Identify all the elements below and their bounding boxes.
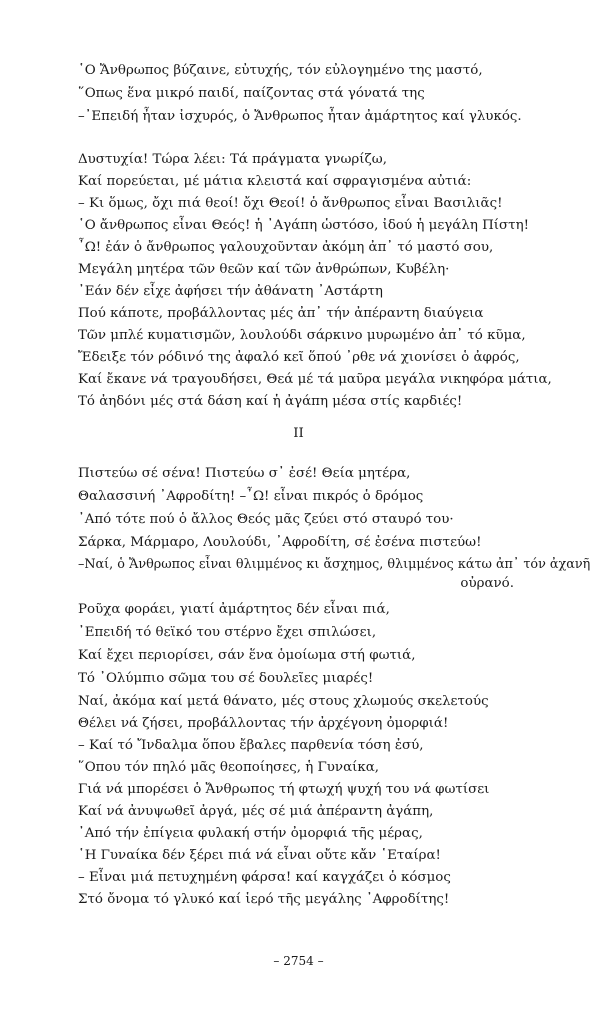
verse-line: Καί ἔχει περιορίσει, σάν ἕνα ὁμοίωμα στή φωτιά, xyxy=(78,648,416,663)
verse-line: ᾿Επειδή τό θεϊκό του στέρνο ἔχει σπιλώσει, xyxy=(78,625,377,640)
verse-line: ᾿Από τήν ἐπίγεια φυλακή στήν ὀμορφιά τῆς μέρας, xyxy=(78,826,423,841)
verse-line: ῾Ο ἄνθρωπος εἶναι Θεός! ἡ ᾿Αγάπη ὡστόσο, ἰδού ἡ μεγάλη Πίστη! xyxy=(78,218,529,233)
verse-line: Τό ἀηδόνι μές στά δάση καί ἡ ἀγάπη μέσα στίς καρδιές! xyxy=(78,394,463,409)
verse-line: Στό ὄνομα τό γλυκό καί ἱερό τῆς μεγάλης ᾿Αφροδίτης! xyxy=(78,892,450,907)
verse-line: Θέλει νά ζήσει, προβάλλοντας τήν ἀρχέγονη ὀμορφιά! xyxy=(78,716,449,731)
verse-line: –Ναί, ὁ Ἄνθρωπος εἶναι θλιμμένος κι ἄσχημος, θλιμμένος κάτω ἀπ᾿ τόν ἀχανῆ xyxy=(78,557,591,572)
verse-line: Πού κάποτε, προβάλλοντας μές ἀπ᾿ τήν ἀπέραντη διαύγεια xyxy=(78,306,484,321)
verse-line: Ἔδειξε τόν ρόδινό της ἀφαλό κεῖ ὅπού ᾿ρθε νά χιονίσει ὁ ἀφρός, xyxy=(78,350,520,365)
verse-line: – Εἶναι μιά πετυχημένη φάρσα! καί καγχάζει ὁ κόσμος xyxy=(78,870,451,885)
verse-line: ᾿Από τότε πού ὁ ἄλλος Θεός μᾶς ζεύει στό σταυρό του· xyxy=(78,512,454,527)
verse-line: Πιστεύω σέ σένα! Πιστεύω σ᾿ ἐσέ! Θεία μητέρα, xyxy=(78,466,411,481)
verse-line: Καί πορεύεται, μέ μάτια κλειστά καί σφραγισμένα αὐτιά: xyxy=(78,174,472,189)
verse-line: ῞Οπως ἕνα μικρό παιδί, παίζοντας στά γόνατά της xyxy=(78,86,425,101)
verse-line-wrap: οὐρανό. xyxy=(460,576,514,591)
verse-line: Καί νά ἀνυψωθεῖ ἀργά, μές σέ μιά ἀπέραντη ἀγάπη, xyxy=(78,804,434,819)
verse-line: ῏Ω! ἐάν ὁ ἄνθρωπος γαλουχοῦνταν ἀκόμη ἀπ᾿ τό μαστό σου, xyxy=(78,240,494,255)
page-number: – 2754 – xyxy=(273,954,324,968)
verse-line: –᾿Επειδή ἦταν ἰσχυρός, ὁ Ἄνθρωπος ἦταν ἀμάρτητος καί γλυκός. xyxy=(78,109,522,124)
verse-line: Σάρκα, Μάρμαρο, Λουλούδι, ᾿Αφροδίτη, σέ ἐσένα πιστεύω! xyxy=(78,535,482,550)
verse-line: ῾Η Γυναίκα δέν ξέρει πιά νά εἶναι οὔτε κἄν ῾Εταίρα! xyxy=(78,848,441,863)
verse-line: Τῶν μπλέ κυματισμῶν, λουλούδι σάρκινο μυρωμένο ἀπ᾿ τό κῦμα, xyxy=(78,328,526,343)
verse-line: ᾿Εάν δέν εἶχε ἀφήσει τήν ἀθάνατη ᾿Αστάρτη xyxy=(78,284,383,299)
verse-line: Θαλασσινή ᾿Αφροδίτη! –῏Ω! εἶναι πικρός ὁ δρόμος xyxy=(78,489,424,504)
verse-line: – Κι ὅμως, ὄχι πιά θεοί! ὄχι Θεοί! ὁ ἄνθρωπος εἶναι Βασιλιᾶς! xyxy=(78,196,503,211)
verse-line: Ναί, ἀκόμα καί μετά θάνατο, μές στους χλωμούς σκελετούς xyxy=(78,694,489,709)
verse-line: Καί ἔκανε νά τραγουδήσει, Θεά μέ τά μαῦρα μεγάλα νικηφόρα μάτια, xyxy=(78,372,552,387)
verse-line: ῾Ο Ἄνθρωπος βύζαινε, εὐτυχής, τόν εὐλογημένο της μαστό, xyxy=(78,63,483,78)
verse-line: Ροῦχα φοράει, γιατί ἀμάρτητος δέν εἶναι πιά, xyxy=(78,602,390,617)
verse-line: Μεγάλη μητέρα τῶν θεῶν καί τῶν ἀνθρώπων, Κυβέλη· xyxy=(78,262,450,277)
verse-line: Γιά νά μπορέσει ὁ Ἄνθρωπος τή φτωχή ψυχή του νά φωτίσει xyxy=(78,782,490,797)
verse-line: ῞Οπου τόν πηλό μᾶς θεοποίησες, ἡ Γυναίκα, xyxy=(78,760,380,775)
verse-line: Δυστυχία! Τώρα λέει: Τά πράγματα γνωρίζω, xyxy=(78,152,387,167)
verse-line: – Καί τό Ἴνδαλμα ὅπου ἔβαλες παρθενία τόση ἐσύ, xyxy=(78,738,424,753)
section-number: II xyxy=(293,426,304,441)
verse-line: Τό ᾿Ολύμπιο σῶμα του σέ δουλεῖες μιαρές! xyxy=(78,671,374,686)
